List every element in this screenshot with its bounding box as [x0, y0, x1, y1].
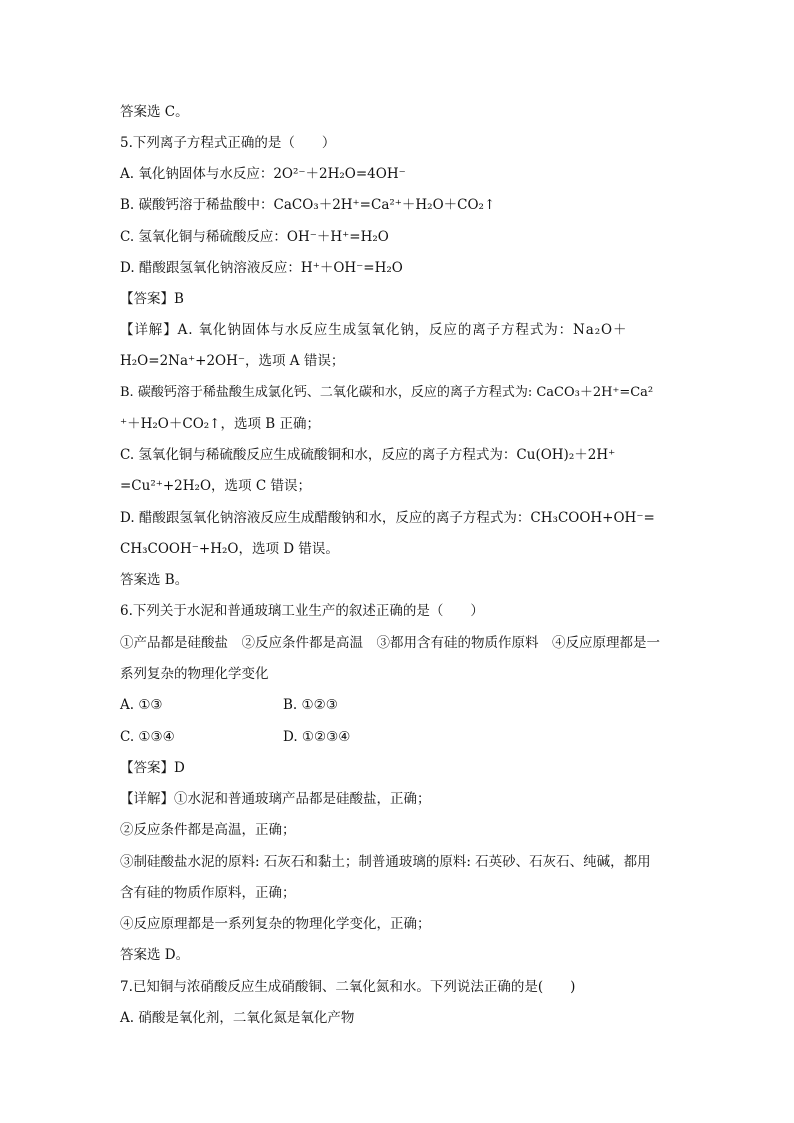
- question-5-stem: 5.下列离子方程式正确的是（ ）: [120, 135, 336, 151]
- explanation-line: 含有硅的物质作原料，正确；: [120, 885, 296, 901]
- question-5-option-c: C. 氢氧化铜与稀硫酸反应：OH⁻＋H⁺=H₂O: [120, 229, 389, 245]
- question-6-option-a: A. ①③: [120, 697, 163, 713]
- explanation-line: ②反应条件都是高温，正确；: [120, 822, 296, 838]
- explanation-line: C. 氢氧化铜与稀硫酸反应生成硫酸铜和水，反应的离子方程式为：Cu(OH)₂＋2H⁺: [120, 447, 616, 463]
- answer-label: 【答案】D: [120, 760, 185, 776]
- question-5-option-d: D. 醋酸跟氢氧化钠溶液反应：H⁺＋OH⁻=H₂O: [120, 260, 403, 276]
- question-7-option-a: A. 硝酸是氧化剂，二氧化氮是氧化产物: [120, 1010, 355, 1026]
- explanation-line: CH₃COOH⁻+H₂O，选项 D 错误。: [120, 541, 339, 557]
- question-6-option-c: C. ①③④: [120, 729, 175, 745]
- answer-label: 【答案】B: [120, 291, 184, 307]
- explanation-line: 【详解】A. 氧化钠固体与水反应生成氢氧化钠，反应的离子方程式为：Na₂O＋: [120, 322, 628, 338]
- explanation-line: H₂O=2Na⁺+2OH⁻，选项 A 错误；: [120, 353, 345, 369]
- question-7-stem: 7.已知铜与浓硝酸反应生成硝酸铜、二氧化氮和水。下列说法正确的是( ): [120, 979, 576, 995]
- text-line: 答案选 C。: [120, 104, 189, 120]
- question-5-option-a: A. 氧化钠固体与水反应：2O²⁻＋2H₂O=4OH⁻: [120, 166, 406, 182]
- question-5-option-b: B. 碳酸钙溶于稀盐酸中：CaCO₃＋2H⁺=Ca²⁺＋H₂O＋CO₂↑: [120, 197, 496, 213]
- explanation-line: ④反应原理都是一系列复杂的物理化学变化，正确；: [120, 916, 431, 932]
- explanation-line: D. 醋酸跟氢氧化钠溶液反应生成醋酸钠和水，反应的离子方程式为：CH₃COOH+OH⁻=: [120, 510, 655, 526]
- explanation-line: ③制硅酸盐水泥的原料: 石灰石和黏土；制普通玻璃的原料: 石英砂、石灰石、纯碱，都用: [120, 854, 651, 870]
- question-6-option-b: B. ①②③: [283, 697, 338, 713]
- explanation-line: ⁺＋H₂O＋CO₂↑，选项 B 正确；: [120, 416, 321, 432]
- answer-conclusion: 答案选 B。: [120, 572, 189, 588]
- question-6-option-d: D. ①②③④: [283, 729, 351, 745]
- question-6-statements: ①产品都是硅酸盐 ②反应条件都是高温 ③都用含有硅的物质作原料 ④反应原理都是一: [120, 635, 660, 651]
- question-6-stem: 6.下列关于水泥和普通玻璃工业生产的叙述正确的是（ ）: [120, 603, 484, 619]
- explanation-line: 【详解】①水泥和普通玻璃产品都是硅酸盐，正确；: [120, 791, 431, 807]
- question-6-statements: 系列复杂的物理化学变化: [120, 666, 269, 682]
- answer-conclusion: 答案选 D。: [120, 947, 190, 963]
- explanation-line: B. 碳酸钙溶于稀盐酸生成氯化钙、二氧化碳和水，反应的离子方程式为: CaCO₃＋2H⁺=Ca²: [120, 385, 654, 400]
- explanation-line: =Cu²⁺+2H₂O，选项 C 错误；: [120, 478, 311, 494]
